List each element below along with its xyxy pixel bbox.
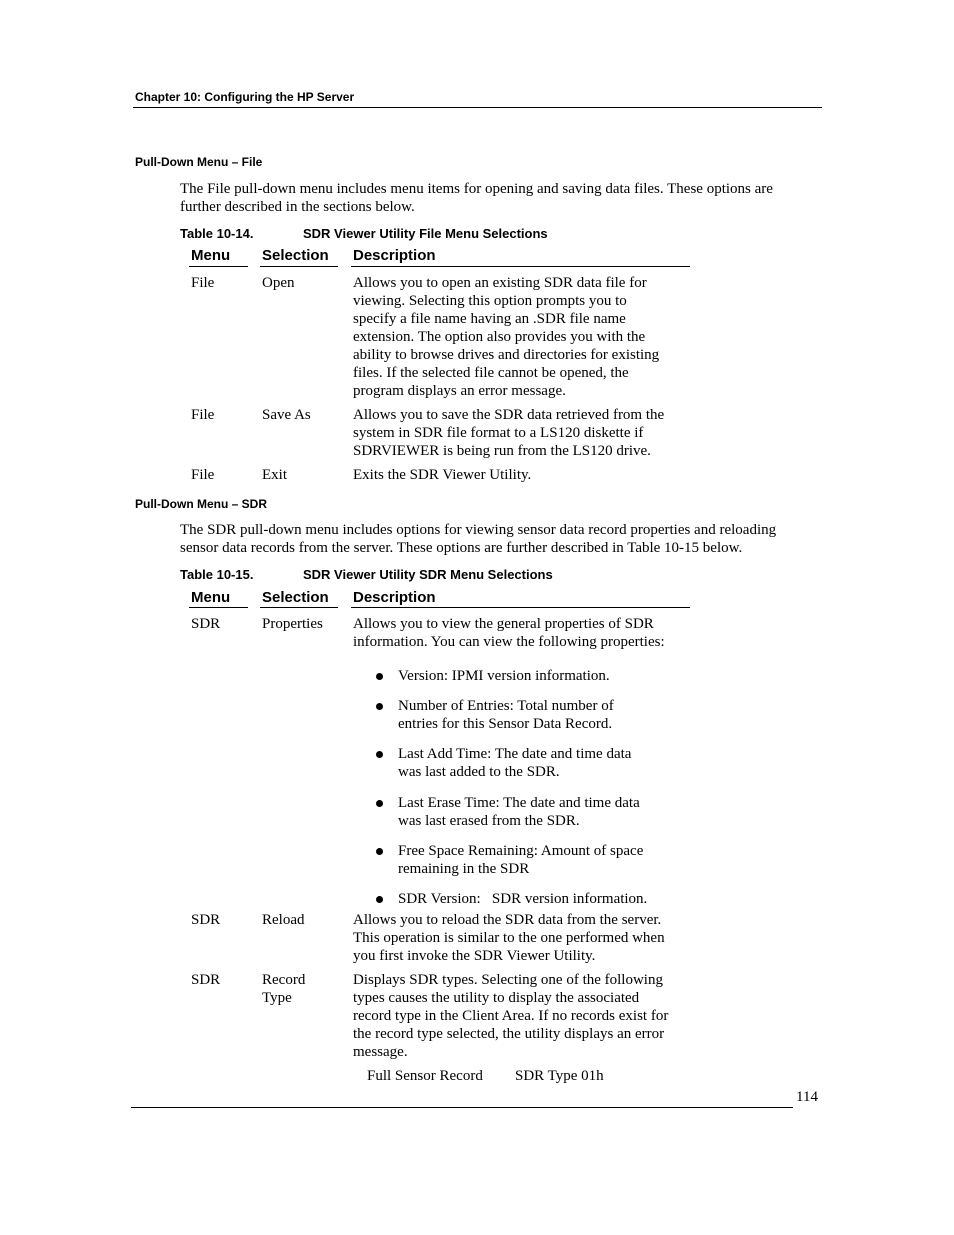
description-line: information. You can view the following properties:: [353, 634, 665, 650]
description-line: files. If the selected file cannot be opened, the: [353, 365, 629, 381]
table-title: SDR Viewer Utility SDR Menu Selections: [303, 567, 553, 582]
description-line: record type in the Client Area. If no records exist for: [353, 1008, 669, 1024]
paragraph-line: further described in the sections below.: [180, 199, 415, 215]
cell-selection: Properties: [262, 616, 323, 632]
bullet-icon: [376, 703, 383, 710]
column-header-selection: Selection: [262, 247, 329, 264]
selection-line: Type: [262, 990, 292, 1006]
list-item-line: Number of Entries: Total number of: [398, 698, 614, 714]
page-number: 114: [796, 1089, 818, 1105]
properties-bullet-list: [374, 745, 674, 781]
list-item-line: Last Erase Time: The date and time data: [398, 795, 640, 811]
header-underline: [189, 607, 248, 608]
list-item: [374, 697, 674, 733]
bullet-icon: [376, 896, 383, 903]
description-line: Allows you to save the SDR data retrieved from the: [353, 407, 665, 423]
record-type-code: SDR Type 01h: [515, 1068, 604, 1084]
description-line: Allows you to open an existing SDR data file for: [353, 275, 647, 291]
description-line: Allows you to view the general properties of SDR: [353, 616, 654, 632]
table-title: SDR Viewer Utility File Menu Selections: [303, 226, 548, 241]
properties-bullet-list: [374, 667, 674, 685]
list-item-line: SDR Version: SDR version information.: [398, 891, 648, 907]
header-underline: [189, 266, 248, 267]
list-item: [374, 890, 674, 908]
header-underline: [260, 607, 338, 608]
cell-menu: File: [191, 275, 215, 291]
cell-menu: SDR: [191, 616, 221, 632]
description-line: ability to browse drives and directories for existing: [353, 347, 660, 363]
header-underline: [351, 266, 690, 267]
cell-description: [353, 274, 693, 400]
properties-bullet-list: [374, 890, 674, 908]
cell-selection: [262, 971, 305, 1007]
cell-description: [353, 466, 693, 484]
list-item-line: remaining in the SDR: [398, 861, 530, 877]
section-heading-sdr: Pull-Down Menu – SDR: [135, 497, 267, 511]
selection-line: Record: [262, 972, 306, 988]
cell-description: [353, 615, 693, 651]
properties-bullet-list: [374, 794, 674, 830]
description-line: SDRVIEWER is being run from the LS120 drive.: [353, 443, 651, 459]
cell-selection: Save As: [262, 407, 311, 423]
description-line: system in SDR file format to a LS120 diskette if: [353, 425, 644, 441]
description-line: the record type selected, the utility displays an error: [353, 1026, 665, 1042]
cell-menu: File: [191, 407, 215, 423]
list-item-line: was last erased from the SDR.: [398, 813, 580, 829]
cell-description: [353, 971, 693, 1061]
list-item-line: Last Add Time: The date and time data: [398, 746, 632, 762]
cell-selection: Open: [262, 275, 295, 291]
table-number: Table 10-15.: [180, 567, 254, 582]
section-heading-file: Pull-Down Menu – File: [135, 155, 263, 169]
chapter-title: Chapter 10: Configuring the HP Server: [135, 90, 355, 104]
header-underline: [260, 266, 338, 267]
cell-description: [353, 406, 693, 460]
cell-description: [353, 911, 693, 965]
list-item: [374, 794, 674, 830]
cell-menu: SDR: [191, 972, 221, 988]
paragraph-sdr: [180, 521, 810, 557]
list-item: [374, 842, 674, 878]
description-line: This operation is similar to the one performed when: [353, 930, 665, 946]
paragraph-file: [180, 180, 810, 216]
description-line: program displays an error message.: [353, 383, 566, 399]
description-line: Displays SDR types. Selecting one of the following: [353, 972, 663, 988]
column-header-description: Description: [353, 247, 436, 264]
paragraph-line: The SDR pull-down menu includes options for viewing sensor data record properties and reloading: [180, 522, 777, 538]
header-divider: [133, 107, 822, 108]
properties-bullet-list: [374, 697, 674, 733]
table-number: Table 10-14.: [180, 226, 254, 241]
list-item-line: entries for this Sensor Data Record.: [398, 716, 613, 732]
paragraph-line: sensor data records from the server. These options are further described in Table 10-15 below.: [180, 540, 743, 556]
description-line: Allows you to reload the SDR data from the server.: [353, 912, 662, 928]
list-item-line: Version: IPMI version information.: [398, 668, 610, 684]
paragraph-line: The File pull-down menu includes menu items for opening and saving data files. These options are: [180, 181, 773, 197]
cell-selection: Reload: [262, 912, 305, 928]
list-item: [374, 745, 674, 781]
column-header-description: Description: [353, 589, 436, 606]
table-caption-sdr: [180, 567, 553, 582]
column-header-menu: Menu: [191, 589, 231, 606]
column-header-selection: Selection: [262, 589, 329, 606]
description-line: types causes the utility to display the associated: [353, 990, 640, 1006]
description-line: viewing. Selecting this option prompts you to: [353, 293, 627, 309]
bullet-icon: [376, 751, 383, 758]
header-underline: [351, 607, 690, 608]
description-line: specify a file name having an .SDR file name: [353, 311, 626, 327]
description-line: Exits the SDR Viewer Utility.: [353, 467, 532, 483]
properties-bullet-list: [374, 842, 674, 878]
list-item-line: was last added to the SDR.: [398, 764, 560, 780]
bullet-icon: [376, 800, 383, 807]
bullet-icon: [376, 848, 383, 855]
footer-divider: [131, 1107, 793, 1108]
column-header-menu: Menu: [191, 247, 231, 264]
cell-menu: File: [191, 467, 215, 483]
cell-selection: Exit: [262, 467, 287, 483]
list-item: [374, 667, 674, 685]
record-type-name: Full Sensor Record: [367, 1068, 483, 1084]
bullet-icon: [376, 673, 383, 680]
description-line: message.: [353, 1044, 408, 1060]
description-line: you first invoke the SDR Viewer Utility.: [353, 948, 596, 964]
table-caption-file: [180, 226, 548, 241]
list-item-line: Free Space Remaining: Amount of space: [398, 843, 644, 859]
cell-menu: SDR: [191, 912, 221, 928]
description-line: extension. The option also provides you with the: [353, 329, 646, 345]
